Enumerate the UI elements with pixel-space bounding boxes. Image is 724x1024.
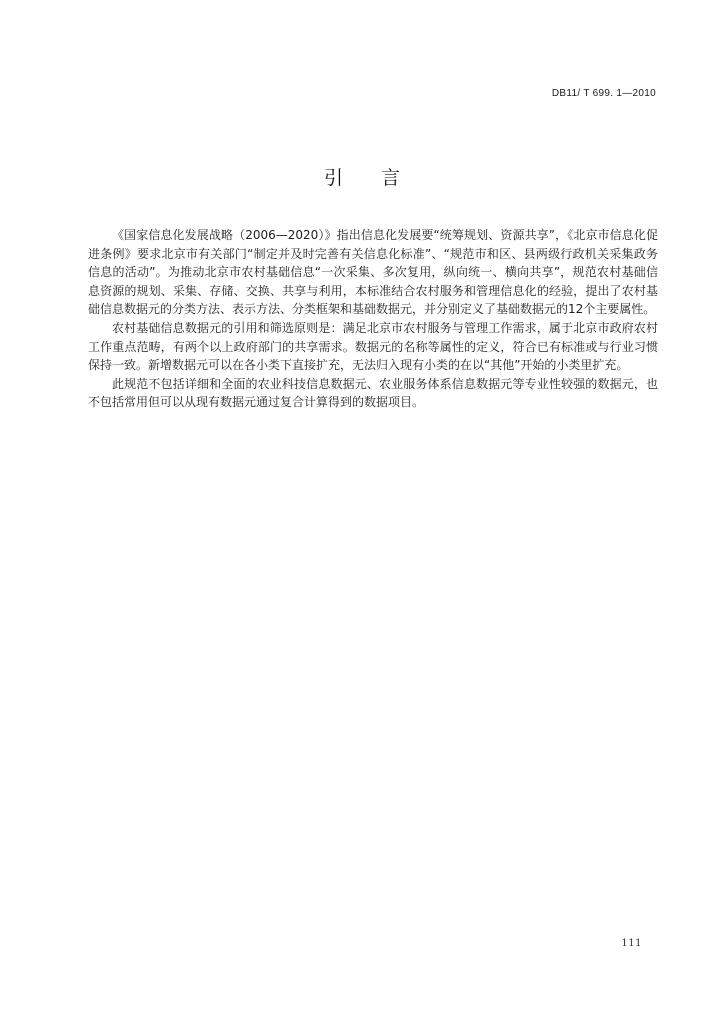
body-text — [88, 226, 658, 412]
page-number: 111 — [621, 938, 642, 949]
paragraph-1: 《国家信息化发展战略（2006—2020）》指出信息化发展要“统筹规划、资源共享”，《北京市信息化促进条例》要求北京市有关部门“制定并及时完善有关信息化标准”、“规范市和区、县两级行政机关采集政务信息的活动”。为推动北京市农村基础信息“一次采集、多次复用，纵向统一、横向共享”，规范农村基础信息资源的规划、采集、存储、交换、共享与利用，本标准结合农村服务和管理信息化的经验，提出了农村基础信息数据元的分类方法、表示方法、分类框架和基础数据元，并分别定义了基础数据元的12个主要属性。 — [88, 228, 658, 317]
paragraph-2: 农村基础信息数据元的引用和筛选原则是：满足北京市农村服务与管理工作需求，属于北京市政府农村工作重点范畴，有两个以上政府部门的共享需求。数据元的名称等属性的定义，符合已有标准或与行业习惯保持一致。新增数据元可以在各小类下直接扩充，无法归入现有小类的在以“其他”开始的小类里扩充。 — [88, 320, 658, 373]
section-title: 引言 — [323, 167, 438, 189]
standard-code: DB11/ T 699. 1—2010 — [551, 88, 656, 99]
paragraph-3: 此规范不包括详细和全面的农业科技信息数据元、农业服务体系信息数据元等专业性较强的数据元，也不包括常用但可以从现有数据元通过复合计算得到的数据项目。 — [88, 376, 658, 410]
